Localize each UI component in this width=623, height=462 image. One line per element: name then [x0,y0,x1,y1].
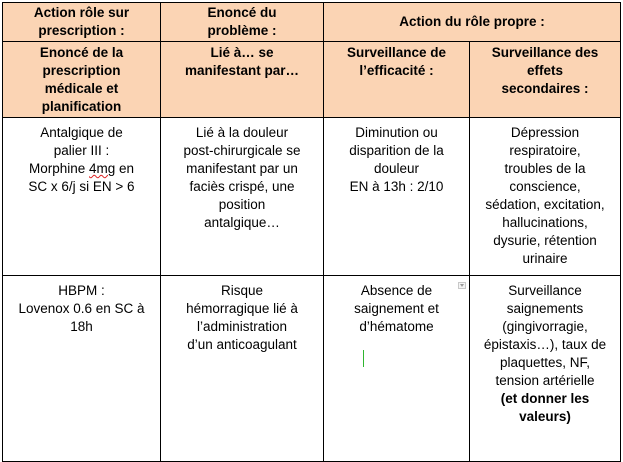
problem-cell[interactable] [161,276,324,462]
side-effects-line: conscience, [509,179,581,194]
problem-line: hémorragique lié à [186,301,298,316]
header-row [3,3,621,42]
subheader-side-effects-line: Surveillance des [491,45,599,60]
side-effects-emphasis-line: (et donner les [500,391,590,406]
efficacy-line: d’hématome [359,319,434,334]
side-effects-cell[interactable] [470,118,621,276]
side-effects-line: (gingivorragie, [502,319,588,334]
subheader-prescription-line: prescription [42,63,121,78]
header-prescription-cell [3,3,161,42]
problem-line: position [218,197,266,212]
side-effects-line: Surveillance [508,283,582,298]
subheader-prescription-line: planification [41,99,122,114]
problem-line: d’un anticoagulant [187,337,297,352]
header-prescription-line: Action rôle sur [33,5,130,20]
text-cursor [363,350,364,367]
prescription-drug-text: en [115,161,135,176]
side-effects-line: urinaire [522,251,568,266]
efficacy-cell[interactable] [324,276,470,462]
side-effects-line: épistaxis…), taux de [483,337,607,352]
efficacy-line: disparition de la [349,143,444,158]
side-effects-line: Dépression [510,125,580,140]
side-effects-line: troubles de la [504,161,586,176]
side-effects-line: plaquettes, NF, [499,355,591,370]
side-effects-line: dysurie, rétention [493,233,597,248]
side-effects-line: hallucinations, [502,215,588,230]
table-row [3,118,621,276]
header-problem-line: problème : [207,23,277,38]
efficacy-line: Diminution ou [355,125,438,140]
problem-line: Risque [220,283,264,298]
prescription-line: HBPM : [58,283,105,298]
subheader-prescription-cell [3,42,161,118]
side-effects-emphasis-line: valeurs) [519,409,571,424]
problem-line: Lié à la douleur [195,125,289,140]
subheader-prescription-line: Enoncé de la [39,45,124,60]
subheader-efficacy-line: Surveillance de [346,45,447,60]
side-effects-line: respiratoire, [509,143,581,158]
subheader-side-effects-cell [470,42,621,118]
problem-cell[interactable] [161,118,324,276]
subheader-side-effects-line: effets [527,63,564,78]
subheader-problem-line: manifestant par… [184,63,300,78]
subheader-row [3,42,621,118]
problem-line: post-chirurgicale se [183,143,301,158]
problem-line: antalgique… [204,215,280,230]
header-own-role-label: Action du rôle propre : [399,14,545,29]
efficacy-line: EN à 13h : 2/10 [349,179,444,194]
side-effects-line: tension artérielle [495,373,595,388]
spellcheck-flagged-word[interactable]: 4mg [89,161,116,176]
subheader-prescription-line: médicale et [44,81,119,96]
problem-line: l’administration [196,319,288,334]
header-own-role-cell [324,3,621,42]
prescription-line: Lovenox 0.6 en SC à [18,301,145,316]
dropdown-arrow-icon[interactable] [458,282,466,289]
prescription-drug-text: Morphine [28,161,89,176]
table-row [3,276,621,462]
prescription-drug-line [8,160,155,178]
side-effects-line: sédation, excitation, [485,197,605,212]
header-prescription-line: prescription : [38,23,125,38]
subheader-efficacy-line: l’efficacité : [359,63,434,78]
prescription-cell[interactable] [3,118,161,276]
efficacy-line: saignement et [354,301,439,316]
side-effects-line: saignements [506,301,584,316]
prescription-cell[interactable] [3,276,161,462]
care-plan-table [2,2,621,462]
efficacy-line: douleur [373,161,420,176]
header-problem-cell [161,3,324,42]
prescription-line: SC x 6/j si EN > 6 [28,179,135,194]
efficacy-cell[interactable] [324,118,470,276]
prescription-line: 18h [70,319,93,334]
problem-line: faciès crispé, une [189,179,295,194]
prescription-line: palier III : [53,143,110,158]
subheader-side-effects-line: secondaires : [501,81,589,96]
problem-line: manifestant par un [186,161,298,176]
efficacy-line: Absence de [360,283,433,298]
header-problem-line: Enoncé du [207,5,277,20]
subheader-efficacy-cell [324,42,470,118]
subheader-problem-cell [161,42,324,118]
prescription-line: Antalgique de [40,125,123,140]
side-effects-cell[interactable] [470,276,621,462]
subheader-problem-line: Lié à… se [210,45,274,60]
